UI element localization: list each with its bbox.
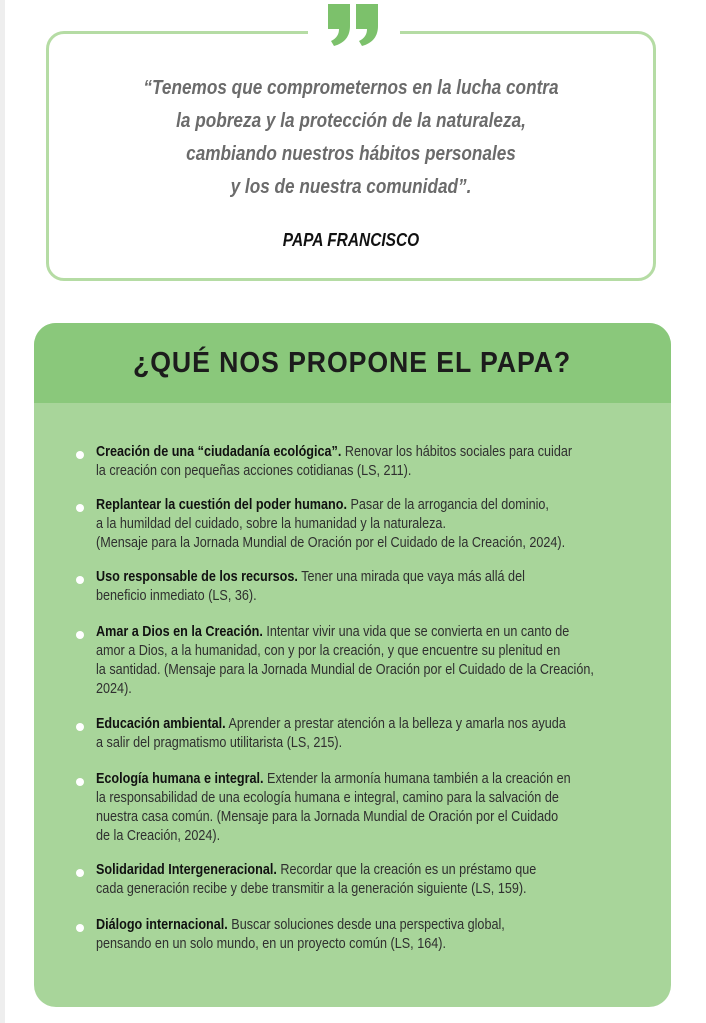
list-item-text: [96, 715, 666, 753]
list-item-line: beneficio inmediato (LS, 36).: [96, 588, 257, 604]
quote-line: cambiando nuestros hábitos personales: [186, 143, 516, 165]
list-item-line: 2024).: [96, 681, 132, 697]
list-item-line: la responsabilidad de una ecología humana e integral, camino para la salvación de: [96, 790, 559, 806]
quote-line: la pobreza y la protección de la naturaleza,: [176, 110, 526, 132]
list-item-title: Amar a Dios en la Creación.: [96, 624, 263, 640]
quote-text: [89, 72, 614, 204]
list-item-line: la creación con pequeñas acciones cotidianas (LS, 211).: [96, 463, 412, 479]
quote-line: “Tenemos que comprometernos en la lucha contra: [143, 77, 559, 99]
list-item-line: amor a Dios, a la humanidad, con y por la creación, y que encuentre su plenitud en: [96, 643, 561, 659]
list-item-text: [96, 443, 666, 481]
list-item-title: Creación de una “ciudadanía ecológica”.: [96, 444, 342, 460]
list-item-description: Recordar que la creación es un préstamo que: [276, 862, 537, 878]
bullet-icon: [76, 723, 84, 731]
list-item-title: Replantear la cuestión del poder humano.: [96, 497, 347, 513]
list-item-line: a salir del pragmatismo utilitarista (LS, 215).: [96, 735, 343, 751]
list-item-text: [96, 623, 666, 699]
list-item-text: [96, 861, 666, 899]
list-item-description: Pasar de la arrogancia del dominio,: [346, 497, 549, 513]
quote-line: y los de nuestra comunidad”.: [230, 176, 472, 198]
list-item-description: Aprender a prestar atención a la belleza y amarla nos ayuda: [225, 716, 566, 732]
bullet-icon: [76, 504, 84, 512]
list-item-title: Educación ambiental.: [96, 716, 226, 732]
bullet-icon: [76, 869, 84, 877]
list-item-line: de la Creación, 2024).: [96, 828, 221, 844]
bullet-icon: [76, 778, 84, 786]
list-item-text: [96, 770, 666, 846]
list-item-line: (Mensaje para la Jornada Mundial de Oración por el Cuidado de la Creación, 2024).: [96, 535, 566, 551]
proposals-card: [34, 323, 671, 1007]
list-item-text: [96, 916, 666, 954]
list-item-line: cada generación recibe y debe transmitir a la generación siguiente (LS, 159).: [96, 881, 527, 897]
list-item-title: Diálogo internacional.: [96, 917, 228, 933]
proposals-header: [34, 323, 671, 403]
list-item-description: Buscar soluciones desde una perspectiva global,: [227, 917, 505, 933]
list-item-line: pensando en un solo mundo, en un proyecto común (LS, 164).: [96, 936, 446, 952]
list-item-title: Solidaridad Intergeneracional.: [96, 862, 277, 878]
list-item-line: nuestra casa común. (Mensaje para la Jornada Mundial de Oración por el Cuidado: [96, 809, 559, 825]
list-item-description: Tener una mirada que vaya más allá del: [297, 569, 525, 585]
bullet-icon: [76, 451, 84, 459]
quote-author: PAPA FRANCISCO: [282, 230, 420, 250]
bullet-icon: [76, 924, 84, 932]
list-item-description: Intentar vivir una vida que se convierta en un canto de: [262, 624, 570, 640]
list-item-description: Extender la armonía humana también a la creación en: [263, 771, 571, 787]
proposals-title: ¿QUÉ NOS PROPONE EL PAPA?: [133, 346, 572, 379]
list-item-line: a la humildad del cuidado, sobre la humanidad y la naturaleza.: [96, 516, 446, 532]
list-item-text: [96, 496, 666, 553]
quotation-mark-svg: [325, 0, 383, 48]
bullet-icon: [76, 576, 84, 584]
list-item-description: Renovar los hábitos sociales para cuidar: [341, 444, 573, 460]
bullet-icon: [76, 631, 84, 639]
list-item-line: la santidad. (Mensaje para la Jornada Mundial de Oración por el Cuidado de la Creación,: [96, 662, 594, 678]
list-item-text: [96, 568, 666, 606]
quotation-mark-icon: [308, 0, 400, 58]
list-item-title: Ecología humana e integral.: [96, 771, 264, 787]
list-item-title: Uso responsable de los recursos.: [96, 569, 298, 585]
page-edge-line: [0, 0, 5, 1023]
